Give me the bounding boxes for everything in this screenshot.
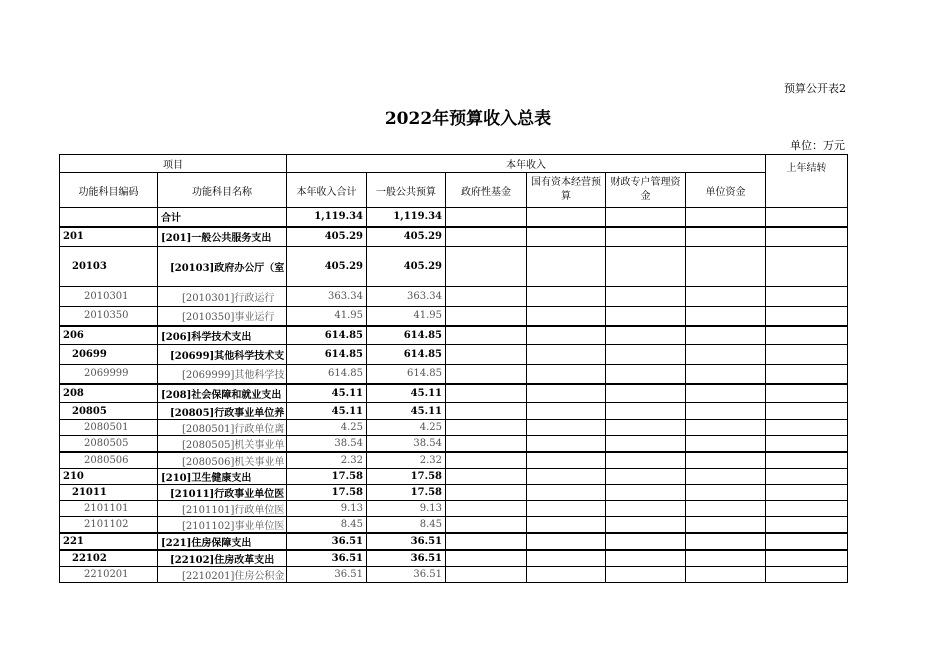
unit-fund-cell [686,403,766,420]
total-cell: 8.45 [287,517,367,534]
name-cell: [2010301]行政运行 [158,287,287,307]
code-cell: 201 [60,227,158,247]
general-cell: 363.34 [367,287,446,307]
table-row [60,287,848,307]
state-capital-cell [527,452,606,469]
fund-cell [446,403,527,420]
unit-fund-cell [686,436,766,453]
general-cell: 614.85 [367,365,446,384]
carryover-cell [766,420,848,436]
code-cell: 2010350 [60,307,158,326]
fiscal-special-cell [606,227,686,247]
name-cell: [22102]住房改革支出 [158,550,287,567]
carryover-cell [766,452,848,469]
fiscal-special-cell [606,208,686,227]
state-capital-cell [527,501,606,517]
state-capital-cell [527,550,606,567]
unit-fund-cell [686,469,766,485]
total-cell: 36.51 [287,567,367,583]
code-cell: 2101102 [60,517,158,534]
table-row [60,208,848,227]
total-cell: 41.95 [287,307,367,326]
table-row [60,485,848,501]
carryover-cell [766,345,848,365]
total-cell: 9.13 [287,501,367,517]
carryover-cell [766,365,848,384]
name-cell: [208]社会保障和就业支出 [158,384,287,403]
name-cell: [20805]行政事业单位养 [158,403,287,420]
carryover-cell [766,208,848,227]
general-cell: 9.13 [367,501,446,517]
general-cell: 1,119.34 [367,208,446,227]
general-cell: 405.29 [367,227,446,247]
total-cell: 17.58 [287,469,367,485]
fiscal-special-cell [606,345,686,365]
fiscal-special-cell [606,403,686,420]
table-row [60,227,848,247]
table-row [60,420,848,436]
general-cell: 2.32 [367,452,446,469]
unit-label: 单位：万元 [790,139,845,152]
fund-cell [446,452,527,469]
fiscal-special-cell [606,287,686,307]
fund-cell [446,469,527,485]
state-capital-cell [527,307,606,326]
unit-fund-cell [686,485,766,501]
total-cell: 405.29 [287,247,367,287]
total-cell: 4.25 [287,420,367,436]
fiscal-special-cell [606,501,686,517]
state-capital-cell [527,365,606,384]
general-cell: 405.29 [367,247,446,287]
unit-fund-cell [686,567,766,583]
fund-cell [446,247,527,287]
name-cell: [21011]行政事业单位医 [158,485,287,501]
general-cell: 38.54 [367,436,446,453]
unit-fund-cell [686,287,766,307]
code-cell: 210 [60,469,158,485]
state-capital-cell [527,345,606,365]
unit-fund-cell [686,345,766,365]
fiscal-special-cell [606,326,686,345]
total-cell: 2.32 [287,452,367,469]
fiscal-special-cell [606,247,686,287]
name-cell: [2080505]机关事业单 [158,436,287,453]
state-capital-cell [527,420,606,436]
state-capital-cell [527,485,606,501]
code-cell: 2080505 [60,436,158,453]
general-cell: 41.95 [367,307,446,326]
unit-fund-cell [686,227,766,247]
form-number: 预算公开表2 [784,82,846,95]
fund-cell [446,501,527,517]
header-code: 功能科目编码 [60,173,158,208]
state-capital-cell [527,208,606,227]
code-cell: 2210201 [60,567,158,583]
unit-fund-cell [686,420,766,436]
fiscal-special-cell [606,452,686,469]
fund-cell [446,517,527,534]
fund-cell [446,550,527,567]
general-cell: 17.58 [367,485,446,501]
fiscal-special-cell [606,436,686,453]
name-cell: [210]卫生健康支出 [158,469,287,485]
code-cell: 221 [60,533,158,550]
fund-cell [446,345,527,365]
fiscal-special-cell [606,365,686,384]
general-cell: 45.11 [367,384,446,403]
table-row [60,550,848,567]
name-cell: [2101102]事业单位医 [158,517,287,534]
carryover-cell [766,247,848,287]
state-capital-cell [527,403,606,420]
fund-cell [446,533,527,550]
general-cell: 17.58 [367,469,446,485]
table-row [60,533,848,550]
code-cell: 21011 [60,485,158,501]
state-capital-cell [527,247,606,287]
code-cell: 206 [60,326,158,345]
fund-cell [446,326,527,345]
fiscal-special-cell [606,533,686,550]
budget-income-table [59,154,848,583]
table-row [60,469,848,485]
code-cell: 2080501 [60,420,158,436]
state-capital-cell [527,384,606,403]
name-cell: [20103]政府办公厅（室 [158,247,287,287]
total-cell: 1,119.34 [287,208,367,227]
general-cell: 614.85 [367,326,446,345]
table-row [60,567,848,583]
code-cell: 20103 [60,247,158,287]
fund-cell [446,287,527,307]
total-cell: 36.51 [287,533,367,550]
state-capital-cell [527,326,606,345]
state-capital-cell [527,469,606,485]
total-cell: 363.34 [287,287,367,307]
fund-cell [446,485,527,501]
table-row [60,384,848,403]
name-cell: [20699]其他科学技术支 [158,345,287,365]
carryover-cell [766,517,848,534]
code-cell: 2010301 [60,287,158,307]
code-cell [60,208,158,227]
code-cell: 22102 [60,550,158,567]
total-cell: 614.85 [287,365,367,384]
header-state-capital: 国有资本经营预算 [527,173,606,208]
name-cell: [221]住房保障支出 [158,533,287,550]
name-cell: [2101101]行政单位医 [158,501,287,517]
table-row [60,403,848,420]
name-cell: [2010350]事业运行 [158,307,287,326]
carryover-cell [766,326,848,345]
table-row [60,501,848,517]
name-cell: [2080501]行政单位离 [158,420,287,436]
unit-fund-cell [686,384,766,403]
carryover-cell [766,287,848,307]
header-fiscal-special: 财政专户管理资金 [606,173,686,208]
code-cell: 20805 [60,403,158,420]
table-row [60,436,848,453]
carryover-cell [766,485,848,501]
carryover-cell [766,469,848,485]
header-general: 一般公共预算 [367,173,446,208]
total-cell: 614.85 [287,345,367,365]
fund-cell [446,208,527,227]
unit-fund-cell [686,550,766,567]
state-capital-cell [527,567,606,583]
code-cell: 2069999 [60,365,158,384]
table-row [60,365,848,384]
state-capital-cell [527,287,606,307]
carryover-cell [766,533,848,550]
carryover-cell [766,436,848,453]
total-cell: 405.29 [287,227,367,247]
header-current-income: 本年收入 [287,155,766,173]
general-cell: 36.51 [367,550,446,567]
state-capital-cell [527,436,606,453]
name-cell: [2210201]住房公积金 [158,567,287,583]
fiscal-special-cell [606,550,686,567]
carryover-cell [766,307,848,326]
general-cell: 614.85 [367,345,446,365]
unit-fund-cell [686,533,766,550]
code-cell: 2080506 [60,452,158,469]
fund-cell [446,420,527,436]
header-project: 项目 [60,155,287,173]
total-cell: 45.11 [287,384,367,403]
carryover-cell [766,403,848,420]
fiscal-special-cell [606,567,686,583]
unit-fund-cell [686,247,766,287]
fund-cell [446,227,527,247]
fund-cell [446,365,527,384]
general-cell: 36.51 [367,567,446,583]
header-fund: 政府性基金 [446,173,527,208]
general-cell: 4.25 [367,420,446,436]
general-cell: 8.45 [367,517,446,534]
total-cell: 17.58 [287,485,367,501]
unit-fund-cell [686,208,766,227]
unit-fund-cell [686,501,766,517]
fiscal-special-cell [606,420,686,436]
fund-cell [446,567,527,583]
name-cell: [206]科学技术支出 [158,326,287,345]
header-name: 功能科目名称 [158,173,287,208]
general-cell: 45.11 [367,403,446,420]
header-carryover: 上年结转 [766,155,848,208]
total-cell: 45.11 [287,403,367,420]
unit-fund-cell [686,326,766,345]
state-capital-cell [527,517,606,534]
table-row [60,517,848,534]
table-row [60,247,848,287]
general-cell: 36.51 [367,533,446,550]
page-title: 2022年预算收入总表 [384,109,552,129]
fund-cell [446,307,527,326]
fiscal-special-cell [606,384,686,403]
total-cell: 38.54 [287,436,367,453]
fiscal-special-cell [606,307,686,326]
fiscal-special-cell [606,469,686,485]
header-total: 本年收入合计 [287,173,367,208]
carryover-cell [766,384,848,403]
fiscal-special-cell [606,517,686,534]
carryover-cell [766,227,848,247]
total-cell: 614.85 [287,326,367,345]
carryover-cell [766,501,848,517]
name-cell: [2080506]机关事业单 [158,452,287,469]
carryover-cell [766,550,848,567]
fiscal-special-cell [606,485,686,501]
state-capital-cell [527,533,606,550]
header-unit-fund: 单位资金 [686,173,766,208]
code-cell: 20699 [60,345,158,365]
total-cell: 36.51 [287,550,367,567]
unit-fund-cell [686,517,766,534]
name-cell: 合计 [158,208,287,227]
fund-cell [446,384,527,403]
table-row [60,326,848,345]
unit-fund-cell [686,307,766,326]
table-row [60,452,848,469]
code-cell: 208 [60,384,158,403]
name-cell: [201]一般公共服务支出 [158,227,287,247]
unit-fund-cell [686,452,766,469]
table-row [60,345,848,365]
unit-fund-cell [686,365,766,384]
name-cell: [2069999]其他科学技 [158,365,287,384]
table-row [60,307,848,326]
code-cell: 2101101 [60,501,158,517]
state-capital-cell [527,227,606,247]
carryover-cell [766,567,848,583]
fund-cell [446,436,527,453]
